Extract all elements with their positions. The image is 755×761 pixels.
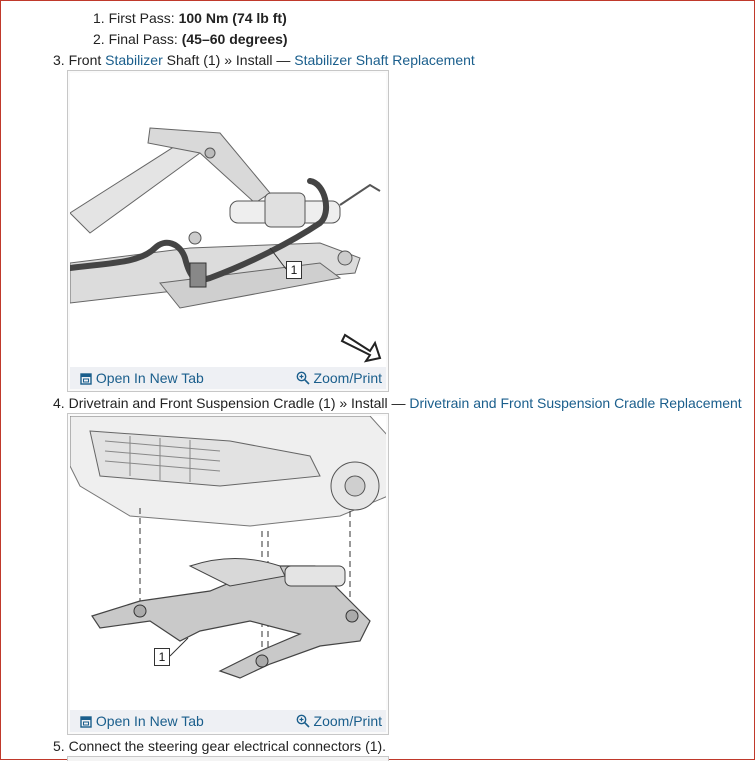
- step-text: Drivetrain and Front Suspension Cradle (1) » Install —: [68, 395, 410, 411]
- cradle-drawing: [70, 416, 386, 710]
- stabilizer-shaft-drawing: [70, 73, 386, 367]
- zoom-in-icon: [296, 713, 314, 729]
- stabilizer-shaft-illustration[interactable]: [70, 73, 386, 367]
- step-number: 4.: [53, 395, 65, 411]
- open-new-tab-icon: [80, 370, 96, 386]
- substep-label: First Pass:: [108, 10, 179, 26]
- angle-value: (45–60 degrees): [181, 31, 288, 47]
- step-3: [53, 51, 475, 69]
- callout-1: 1: [286, 261, 302, 279]
- stabilizer-shaft-replacement-link[interactable]: Stabilizer Shaft Replacement: [294, 52, 475, 68]
- torque-value: 100 Nm (74 lb ft): [178, 10, 287, 26]
- step-number: 5.: [53, 738, 65, 754]
- step-text: Shaft (1) » Install —: [162, 52, 295, 68]
- substep-number: 2.: [93, 31, 105, 47]
- step-text: Connect the steering gear electrical connectors (1).: [68, 738, 387, 754]
- open-in-new-tab-button[interactable]: [80, 369, 204, 387]
- zoom-print-label: Zoom/Print: [313, 713, 382, 729]
- open-in-new-tab-label: Open In New Tab: [95, 713, 204, 729]
- open-new-tab-icon: [80, 713, 96, 729]
- stabilizer-link[interactable]: Stabilizer: [105, 52, 163, 68]
- cradle-illustration[interactable]: [70, 416, 386, 710]
- step-4: [53, 394, 742, 412]
- zoom-print-button[interactable]: [296, 712, 382, 730]
- callout-1: 1: [154, 648, 170, 666]
- open-in-new-tab-label: Open In New Tab: [95, 370, 204, 386]
- substep-first-pass: [93, 9, 287, 27]
- step-number: 3.: [53, 52, 65, 68]
- step-text: Front: [68, 52, 106, 68]
- next-figure-edge: [67, 756, 389, 761]
- substep-final-pass: [93, 30, 288, 48]
- zoom-in-icon: [296, 370, 314, 386]
- figure-cradle: [67, 413, 389, 735]
- zoom-print-button[interactable]: [296, 369, 382, 387]
- figure-toolbar: [70, 367, 386, 389]
- zoom-print-label: Zoom/Print: [313, 370, 382, 386]
- figure-stabilizer-shaft: [67, 70, 389, 392]
- figure-toolbar: [70, 710, 386, 732]
- open-in-new-tab-button[interactable]: [80, 712, 204, 730]
- substep-number: 1.: [93, 10, 105, 26]
- substep-label: Final Pass:: [108, 31, 182, 47]
- step-5: [53, 737, 386, 755]
- cradle-replacement-link[interactable]: Drivetrain and Front Suspension Cradle Replacement: [409, 395, 742, 411]
